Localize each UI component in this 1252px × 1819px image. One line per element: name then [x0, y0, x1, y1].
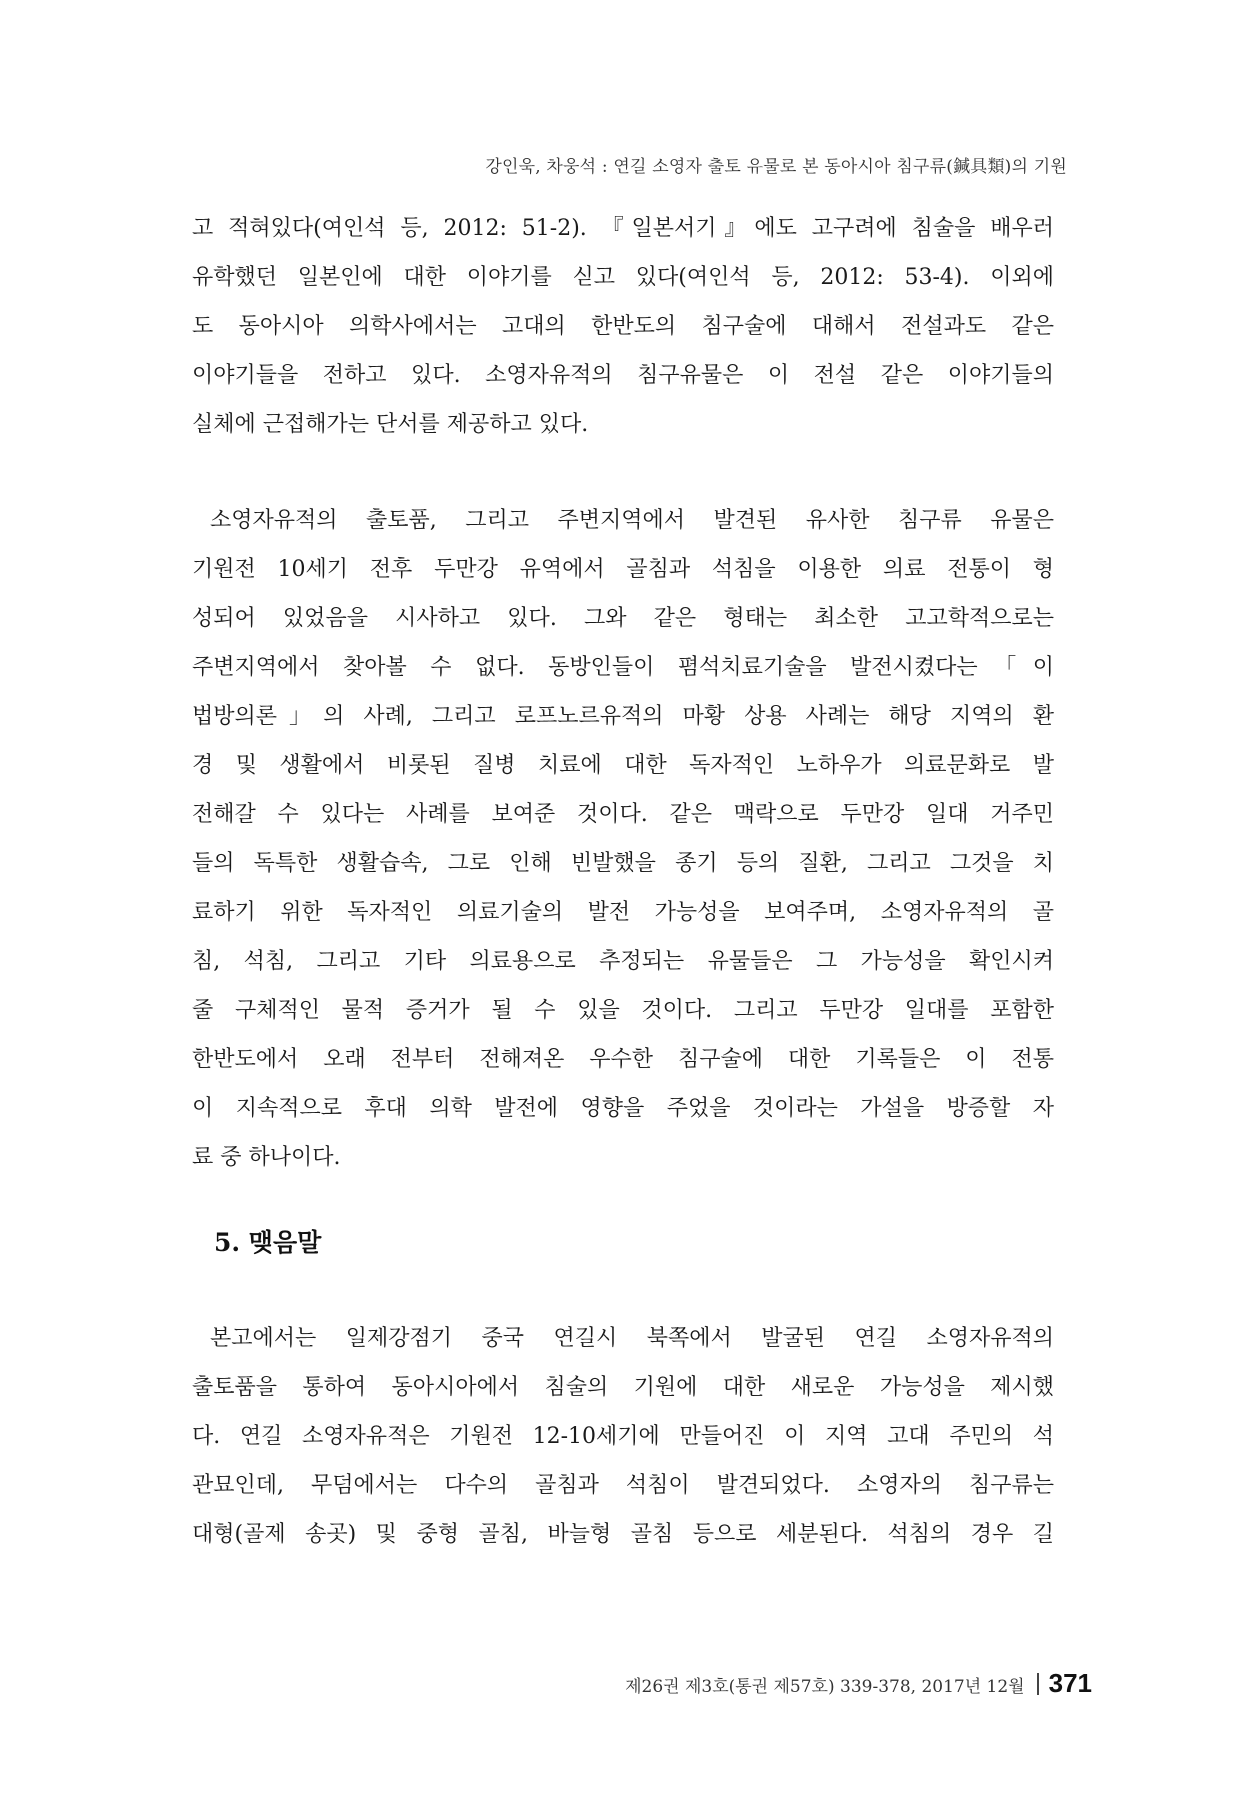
text-line: 본고에서는 일제강점기 중국 연길시 북쪽에서 발굴된 연길 소영자유적의: [210, 1326, 1054, 1351]
text-line: 성되어 있었음을 시사하고 있다. 그와 같은 형태는 최소한 고고학적으로는: [192, 606, 1054, 631]
text-line: 료하기 위한 독자적인 의료기술의 발전 가능성을 보여주며, 소영자유적의 골: [192, 900, 1054, 925]
text-line: 줄 구체적인 물적 증거가 될 수 있을 것이다. 그리고 두만강 일대를 포함한: [192, 998, 1054, 1023]
text-line: 대형(골제 송곳) 및 중형 골침, 바늘형 골침 등으로 세분된다. 석침의 경우 길: [192, 1522, 1054, 1547]
text-line: 법방의론」의 사례, 그리고 로프노르유적의 마황 상용 사례는 해당 지역의 환: [192, 704, 1054, 729]
text-line: 소영자유적의 출토품, 그리고 주변지역에서 발견된 유사한 침구류 유물은: [210, 508, 1054, 533]
text-line: 주변지역에서 찾아볼 수 없다. 동방인들이 폄석치료기술을 발전시켰다는「이: [192, 655, 1054, 680]
journal-citation: 제26권 제3호(통권 제57호) 339-378, 2017년 12월: [625, 1677, 1025, 1697]
text-line: 유학했던 일본인에 대한 이야기를 싣고 있다(여인석 등, 2012: 53-4). 이외에: [192, 265, 1054, 290]
text-line: 실체에 근접해가는 단서를 제공하고 있다.: [192, 412, 589, 437]
page-number: 371: [1048, 1668, 1092, 1698]
text-line: 도 동아시아 의학사에서는 고대의 한반도의 침구술에 대해서 전설과도 같은: [192, 314, 1054, 339]
paragraph-3: [192, 1314, 1054, 1559]
text-line: 전해갈 수 있다는 사례를 보여준 것이다. 같은 맥락으로 두만강 일대 거주민: [192, 802, 1054, 827]
text-line: 관묘인데, 무덤에서는 다수의 골침과 석침이 발견되었다. 소영자의 침구류는: [192, 1473, 1054, 1498]
text-line: 침, 석침, 그리고 기타 의료용으로 추정되는 유물들은 그 가능성을 확인시켜: [192, 949, 1054, 974]
text-line: 경 및 생활에서 비롯된 질병 치료에 대한 독자적인 노하우가 의료문화로 발: [192, 753, 1054, 778]
text-line: 들의 독특한 생활습속, 그로 인해 빈발했을 종기 등의 질환, 그리고 그것을 치: [192, 851, 1054, 876]
text-line: 출토품을 통하여 동아시아에서 침술의 기원에 대한 새로운 가능성을 제시했: [192, 1375, 1054, 1400]
paragraph-1: [192, 204, 1054, 449]
page-footer: [625, 1668, 1092, 1699]
footer-divider: [1037, 1673, 1039, 1695]
text-line: 기원전 10세기 전후 두만강 유역에서 골침과 석침을 이용한 의료 전통이 형: [192, 557, 1054, 582]
text-line: 한반도에서 오래 전부터 전해져온 우수한 침구술에 대한 기록들은 이 전통: [192, 1047, 1054, 1072]
text-line: 고 적혀있다(여인석 등, 2012: 51-2). 『일본서기』에도 고구려에 침술을 배우러: [192, 216, 1054, 241]
running-header: 강인욱, 차웅석 : 연길 소영자 출토 유물로 본 동아시아 침구류(鍼具類)의 기원: [485, 157, 1067, 177]
paragraph-2: [192, 496, 1054, 1182]
text-line: 료 중 하나이다.: [192, 1145, 341, 1170]
text-line: 이 지속적으로 후대 의학 발전에 영향을 주었을 것이라는 가설을 방증할 자: [192, 1096, 1054, 1121]
text-line: 다. 연길 소영자유적은 기원전 12-10세기에 만들어진 이 지역 고대 주민의 석: [192, 1424, 1054, 1449]
section-heading: 5. 맺음말: [214, 1228, 322, 1257]
text-line: 이야기들을 전하고 있다. 소영자유적의 침구유물은 이 전설 같은 이야기들의: [192, 363, 1054, 388]
